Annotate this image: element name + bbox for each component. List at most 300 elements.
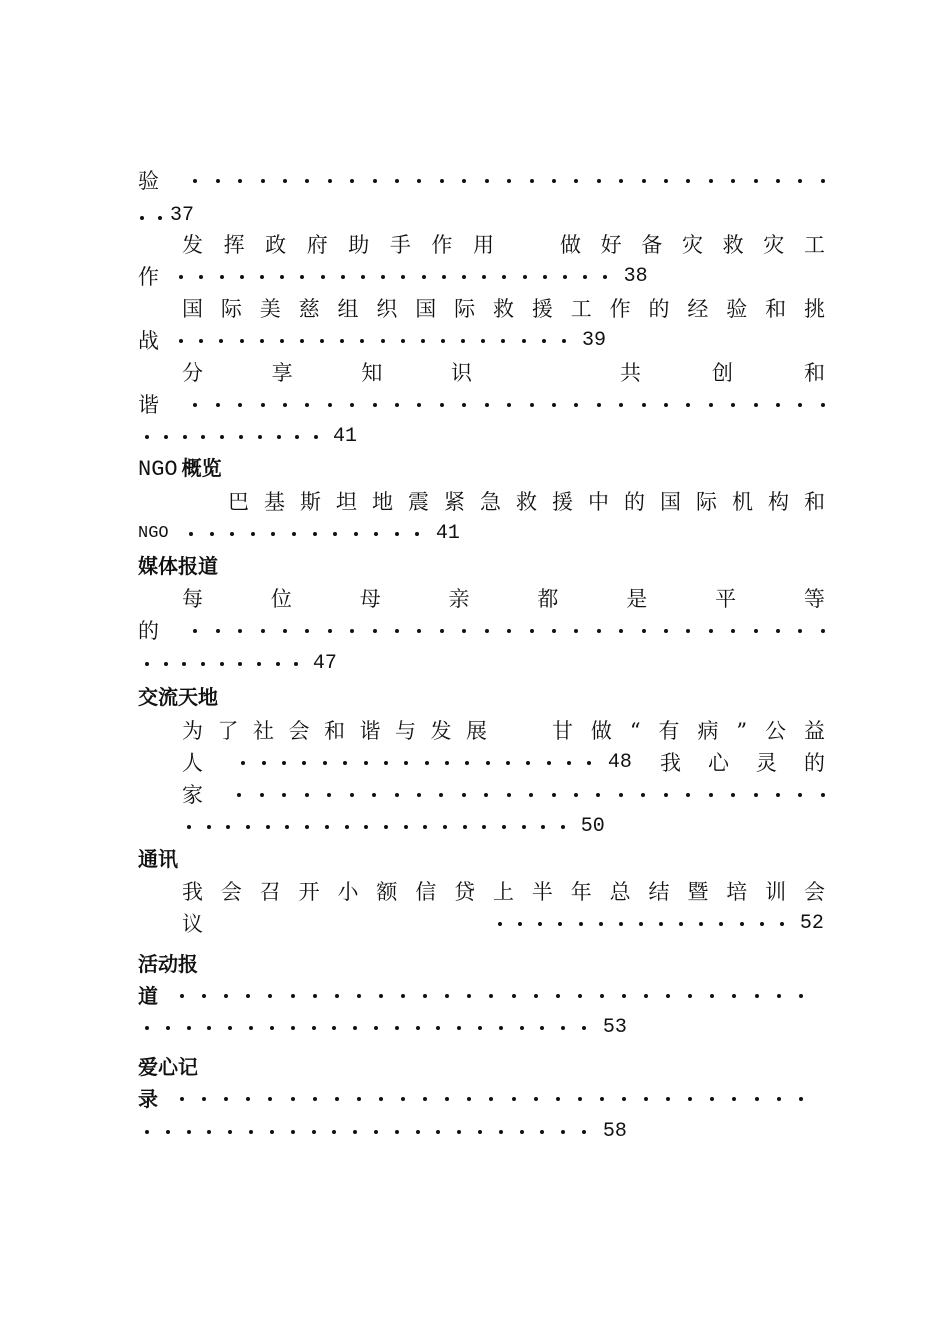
toc-title-char: 亲 <box>448 587 470 611</box>
leader-dot <box>373 403 377 407</box>
leader-dot <box>556 994 560 998</box>
leader-dot <box>246 994 250 998</box>
leader-dot <box>436 1130 440 1134</box>
toc-entry-title[interactable] <box>228 486 825 518</box>
toc-title-char: 发 <box>182 233 203 257</box>
toc-title-char: 际 <box>454 297 476 321</box>
leader-dot <box>395 629 399 633</box>
leader-dot <box>224 994 228 998</box>
toc-title-char: 有 <box>658 719 680 743</box>
toc-title-char: 援 <box>531 297 553 321</box>
toc-leader-row <box>138 325 606 357</box>
leader-dot <box>760 922 764 926</box>
leader-dot <box>664 793 668 797</box>
leader-dot <box>507 179 511 183</box>
toc-entry-subtitle[interactable] <box>620 357 825 389</box>
toc-title-char: 信 <box>415 880 437 904</box>
leader-dot <box>541 825 545 829</box>
leader-dot <box>462 793 466 797</box>
leader-dot <box>498 922 502 926</box>
leader-dot <box>283 629 287 633</box>
leader-dot <box>257 662 261 666</box>
toc-entry-title[interactable] <box>182 293 825 325</box>
toc-title-char: 斯 <box>300 490 321 514</box>
leader-dot <box>249 1026 253 1030</box>
toc-title-char: 召 <box>259 880 281 904</box>
leader-dot <box>364 761 368 765</box>
leader-dot <box>666 994 670 998</box>
leader-dot <box>395 1130 399 1134</box>
toc-title-char: 的 <box>648 297 670 321</box>
leader-dot <box>642 403 646 407</box>
leader-dot <box>561 1026 565 1030</box>
leader-dot <box>216 629 220 633</box>
toc-page-row <box>140 197 194 229</box>
leader-dot <box>305 825 309 829</box>
leader-dot <box>238 662 242 666</box>
toc-page-number: 58 <box>602 1120 627 1143</box>
leader-dot <box>523 275 527 279</box>
section-heading-media[interactable]: 媒体报道 <box>138 554 218 578</box>
leader-dot <box>379 994 383 998</box>
leader-dot <box>436 1026 440 1030</box>
leader-dot <box>401 1097 405 1101</box>
toc-title-char: 构 <box>768 490 789 514</box>
toc-leader-row <box>138 165 825 197</box>
leader-dot <box>540 1026 544 1030</box>
leader-dot <box>529 793 533 797</box>
leader-dot <box>270 1026 274 1030</box>
leader-dot <box>440 179 444 183</box>
toc-title-char: 额 <box>376 880 398 904</box>
leader-dot <box>562 339 566 343</box>
leader-dot <box>140 216 144 220</box>
toc-title-char: 训 <box>765 880 787 904</box>
toc-title-char: 社 <box>253 719 274 743</box>
toc-title-char: 分 <box>182 361 203 385</box>
leader-dot <box>404 825 408 829</box>
toc-page-row <box>145 421 357 453</box>
leader-dot <box>350 403 354 407</box>
leader-dot <box>709 793 713 797</box>
leader-dot <box>462 403 466 407</box>
leader-dot <box>538 922 542 926</box>
toc-title-char: 挑 <box>804 297 825 321</box>
toc-title-char: 享 <box>271 361 293 385</box>
leader-dot <box>482 275 486 279</box>
toc-title-char: 国 <box>182 297 203 321</box>
leader-dot <box>238 179 242 183</box>
leader-dot <box>754 179 758 183</box>
leader-dot <box>187 825 191 829</box>
leader-dot <box>619 922 623 926</box>
leader-dot <box>776 179 780 183</box>
leader-dot <box>754 403 758 407</box>
leader-dot <box>240 275 244 279</box>
leader-dot <box>381 339 385 343</box>
leader-dot <box>799 1097 803 1101</box>
leader-dot <box>754 793 758 797</box>
leader-dot <box>582 1130 586 1134</box>
leader-dot <box>552 403 556 407</box>
leader-dot <box>193 629 197 633</box>
leader-dot <box>501 339 505 343</box>
section-heading-text: 概览 <box>181 456 222 480</box>
toc-title-char: 培 <box>726 880 748 904</box>
leader-dot <box>314 435 318 439</box>
leader-dot <box>596 793 600 797</box>
toc-title-char: 用 <box>472 233 494 257</box>
toc-page-row <box>145 1012 627 1044</box>
leader-dot <box>530 403 534 407</box>
leader-dot <box>732 1097 736 1101</box>
leader-dot <box>619 179 623 183</box>
leader-dot <box>561 825 565 829</box>
toc-entry-title[interactable] <box>182 583 825 615</box>
toc-entry-title[interactable] <box>182 876 825 908</box>
leader-dot <box>295 435 299 439</box>
leader-dot <box>145 435 149 439</box>
leader-dot <box>507 629 511 633</box>
section-heading-love[interactable]: 爱心记 <box>138 1055 198 1079</box>
leader-dot <box>401 339 405 343</box>
toc-leader-row <box>138 518 460 550</box>
leader-dot <box>224 1097 228 1101</box>
leader-dot <box>755 994 759 998</box>
leader-dot <box>798 403 802 407</box>
leader-dot <box>534 994 538 998</box>
leader-dot <box>754 629 758 633</box>
leader-dot <box>183 435 187 439</box>
toc-title-char: ” <box>736 719 748 743</box>
toc-page-number: 53 <box>602 1016 627 1039</box>
leader-dot <box>709 629 713 633</box>
leader-dot <box>686 629 690 633</box>
toc-entry-subtitle[interactable] <box>552 715 825 747</box>
leader-dot <box>731 793 735 797</box>
leader-dot <box>207 1130 211 1134</box>
leader-dot <box>182 662 186 666</box>
leader-dot <box>313 532 317 536</box>
leader-dot <box>249 1130 253 1134</box>
leader-dot <box>179 339 183 343</box>
leader-dot <box>360 339 364 343</box>
toc-title-char: 益 <box>803 719 825 743</box>
toc-title-char: 地 <box>372 490 393 514</box>
leader-dot <box>442 275 446 279</box>
leader-dot <box>345 825 349 829</box>
leader-dot <box>478 1130 482 1134</box>
leader-dot <box>556 1097 560 1101</box>
leader-dot <box>207 825 211 829</box>
leader-dot <box>216 403 220 407</box>
toc-title-char: 的 <box>804 751 825 775</box>
toc-entry-title[interactable] <box>182 229 494 261</box>
leader-dot <box>659 922 663 926</box>
leader-dot <box>489 994 493 998</box>
leader-dot <box>404 761 408 765</box>
leader-dot <box>312 1026 316 1030</box>
toc-title-char: 援 <box>552 490 573 514</box>
toc-entry-char: 验 <box>138 169 159 193</box>
toc-title-char: 国 <box>415 297 437 321</box>
leader-dot <box>219 339 223 343</box>
toc-title-char: 救 <box>722 233 744 257</box>
leader-dot <box>597 179 601 183</box>
leader-dot <box>666 1097 670 1101</box>
toc-title-char: 慈 <box>298 297 320 321</box>
leader-dot <box>512 1097 516 1101</box>
leader-dot <box>262 761 266 765</box>
leader-dot <box>710 994 714 998</box>
leader-dot <box>357 1097 361 1101</box>
leader-dot <box>506 761 510 765</box>
leader-dot <box>461 339 465 343</box>
leader-dot <box>268 1097 272 1101</box>
leader-dot <box>325 825 329 829</box>
leader-dot <box>145 662 149 666</box>
leader-dot <box>372 793 376 797</box>
leader-dot <box>328 179 332 183</box>
leader-dot <box>332 1130 336 1134</box>
toc-entry-title[interactable] <box>660 747 825 779</box>
leader-dot <box>485 629 489 633</box>
leader-dot <box>578 994 582 998</box>
leader-dot <box>755 1097 759 1101</box>
leader-dot <box>374 532 378 536</box>
toc-page-number: 38 <box>623 265 648 288</box>
leader-dot <box>507 793 511 797</box>
leader-dot <box>463 825 467 829</box>
leader-dot <box>507 403 511 407</box>
leader-dot <box>216 179 220 183</box>
toc-title-char: 发 <box>430 719 452 743</box>
leader-dot <box>798 179 802 183</box>
leader-dot <box>305 793 309 797</box>
leader-dot <box>220 435 224 439</box>
toc-page-number: 39 <box>581 329 606 352</box>
leader-dot <box>552 179 556 183</box>
leader-dot <box>664 179 668 183</box>
leader-dot <box>292 532 296 536</box>
toc-page-number: 50 <box>580 815 605 838</box>
leader-dot <box>193 403 197 407</box>
leader-dot <box>302 761 306 765</box>
leader-dot <box>578 1097 582 1101</box>
leader-dot <box>502 825 506 829</box>
leader-dot <box>395 532 399 536</box>
leader-dot <box>261 629 265 633</box>
toc-leader-row <box>182 779 825 811</box>
leader-dot <box>439 793 443 797</box>
leader-dot <box>164 662 168 666</box>
leader-dot <box>291 1026 295 1030</box>
leader-dot <box>166 1130 170 1134</box>
leader-dot <box>520 1130 524 1134</box>
toc-title-char: 美 <box>259 297 281 321</box>
leader-dot <box>777 1097 781 1101</box>
toc-title-char: 会 <box>220 880 242 904</box>
toc-entry-title[interactable] <box>182 715 487 747</box>
toc-leader-row <box>138 1083 803 1115</box>
leader-dot <box>343 761 347 765</box>
section-heading-exchange[interactable]: 交流天地 <box>138 685 218 709</box>
section-heading-news[interactable]: 通讯 <box>138 847 178 871</box>
leader-dot <box>502 275 506 279</box>
leader-dot <box>239 435 243 439</box>
leader-dot <box>423 994 427 998</box>
leader-dot <box>201 435 205 439</box>
toc-title-char: 半 <box>531 880 553 904</box>
leader-dot <box>445 761 449 765</box>
leader-dot <box>467 994 471 998</box>
toc-title-char: 际 <box>696 490 717 514</box>
section-heading-ngo[interactable] <box>138 452 222 484</box>
leader-dot <box>780 922 784 926</box>
leader-dot <box>379 1097 383 1101</box>
leader-dot <box>644 994 648 998</box>
leader-dot <box>688 1097 692 1101</box>
toc-entry-title[interactable] <box>182 357 472 389</box>
leader-dot <box>228 1026 232 1030</box>
leader-dot <box>179 275 183 279</box>
leader-dot <box>709 179 713 183</box>
leader-dot <box>462 275 466 279</box>
leader-dot <box>246 1097 250 1101</box>
toc-title-char: 我 <box>660 751 681 775</box>
toc-title-char: 平 <box>715 587 737 611</box>
leader-dot <box>395 403 399 407</box>
leader-dot <box>300 275 304 279</box>
toc-title-char: 作 <box>431 233 453 257</box>
toc-page-number: 41 <box>332 425 357 448</box>
toc-title-char: 暨 <box>687 880 709 904</box>
leader-dot <box>285 825 289 829</box>
leader-dot <box>547 761 551 765</box>
leader-dot <box>520 1026 524 1030</box>
leader-dot <box>350 179 354 183</box>
leader-dot <box>642 629 646 633</box>
leader-dot <box>440 629 444 633</box>
leader-dot <box>230 532 234 536</box>
toc-title-char: 织 <box>376 297 398 321</box>
toc-title-char: 展 <box>466 719 487 743</box>
leader-dot <box>482 825 486 829</box>
leader-dot <box>373 179 377 183</box>
leader-dot <box>145 1026 149 1030</box>
toc-page-row <box>145 648 337 680</box>
toc-title-char: 和 <box>765 297 787 321</box>
leader-dot <box>688 994 692 998</box>
toc-title-char: 巴 <box>228 490 249 514</box>
toc-title-char: 灵 <box>756 751 777 775</box>
leader-dot <box>522 339 526 343</box>
leader-dot <box>462 179 466 183</box>
leader-dot <box>294 662 298 666</box>
leader-dot <box>323 761 327 765</box>
leader-dot <box>776 403 780 407</box>
section-heading-love-tail: 录 <box>138 1087 158 1111</box>
leader-dot <box>597 403 601 407</box>
toc-title-char: 助 <box>348 233 370 257</box>
section-heading-activity[interactable]: 活动报 <box>138 952 198 976</box>
leader-dot <box>189 532 193 536</box>
leader-dot <box>145 1130 149 1134</box>
toc-title-char: 震 <box>408 490 429 514</box>
toc-title-char: 都 <box>537 587 559 611</box>
leader-dot <box>686 403 690 407</box>
leader-dot <box>291 1130 295 1134</box>
toc-page-number: 37 <box>170 204 195 227</box>
leader-dot <box>457 1130 461 1134</box>
leader-dot <box>266 825 270 829</box>
toc-title-char: 坦 <box>336 490 357 514</box>
toc-title-char: 际 <box>220 297 242 321</box>
leader-dot <box>340 339 344 343</box>
leader-dot <box>821 793 825 797</box>
toc-title-char: 识 <box>450 361 472 385</box>
leader-dot <box>561 1130 565 1134</box>
leader-dot <box>261 403 265 407</box>
toc-title-char: 共 <box>620 361 641 385</box>
toc-title-char: 工 <box>570 297 592 321</box>
leader-dot <box>485 179 489 183</box>
leader-dot <box>166 1026 170 1030</box>
leader-dot <box>445 994 449 998</box>
leader-dot <box>353 1026 357 1030</box>
leader-dot <box>457 1026 461 1030</box>
leader-dot <box>639 922 643 926</box>
leader-dot <box>187 1026 191 1030</box>
leader-dot <box>327 793 331 797</box>
leader-dot <box>321 275 325 279</box>
toc-title-char: 总 <box>609 880 631 904</box>
toc-title-char: 年 <box>570 880 592 904</box>
leader-dot <box>499 1026 503 1030</box>
leader-dot <box>277 435 281 439</box>
leader-dot <box>467 1097 471 1101</box>
toc-title-char: 上 <box>493 880 514 904</box>
leader-dot <box>354 532 358 536</box>
leader-dot <box>481 339 485 343</box>
leader-dot <box>579 922 583 926</box>
leader-dot <box>395 1026 399 1030</box>
leader-dot <box>710 1097 714 1101</box>
leader-dot <box>489 1097 493 1101</box>
leader-dot <box>246 825 250 829</box>
toc-entry-subtitle[interactable] <box>560 229 825 261</box>
toc-entry-char: 作 <box>138 265 159 289</box>
toc-title-char: 心 <box>708 751 729 775</box>
leader-dot <box>276 662 280 666</box>
leader-dot <box>423 1097 427 1101</box>
section-heading-text: NGO <box>138 457 178 482</box>
leader-dot <box>422 275 426 279</box>
leader-dot <box>328 403 332 407</box>
toc-title-char: 是 <box>626 587 648 611</box>
leader-dot <box>600 1097 604 1101</box>
toc-entry-char: 战 <box>138 329 159 353</box>
leader-dot <box>395 179 399 183</box>
toc-title-char: 政 <box>265 233 287 257</box>
leader-dot <box>799 994 803 998</box>
leader-dot <box>401 275 405 279</box>
leader-dot <box>384 761 388 765</box>
leader-dot <box>158 216 162 220</box>
leader-dot <box>641 793 645 797</box>
leader-dot <box>642 179 646 183</box>
leader-dot <box>283 403 287 407</box>
